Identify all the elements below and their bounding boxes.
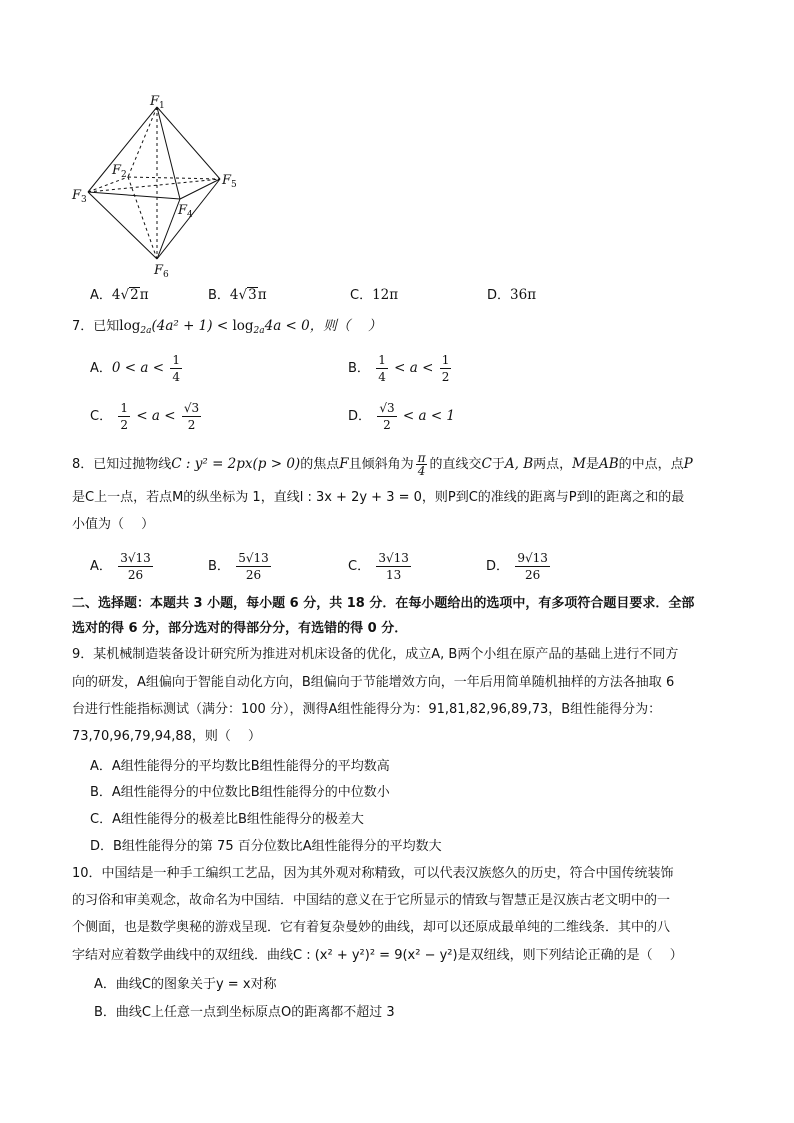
label-f1: $F_1$ xyxy=(150,94,165,111)
q8-option-b: B． $\frac{5√13}{26}$ xyxy=(208,551,269,582)
edge-f3-f5 xyxy=(88,179,220,192)
q6-option-b: B．4√3π xyxy=(208,287,267,303)
q10-option-a: A．曲线C的图象关于y = x对称 xyxy=(94,977,277,992)
q10-line-2: 的习俗和审美观念，故命名为中国结．中国结的意义在于它所显示的情致与智慧正是汉族古老文明中的一 xyxy=(72,893,671,908)
q9-line-4: 73,70,96,79,94,88，则（ ） xyxy=(72,729,262,744)
q8-line-2: 是C上一点，若点M的纵坐标为 1，直线l : 3x + 2y + 3 = 0，则P到C的准线的距离与P到l的距离之和的最 xyxy=(72,490,685,505)
q8-line-1: 8．已知过抛物线C : y² = 2px(p > 0)的焦点F且倾斜角为 $\frac{\pi}{4}$ 的直线交C于A, B两点，M是AB的中点，点P xyxy=(72,451,693,478)
q10-line-1: 10．中国结是一种手工编织工艺品，因为其外观对称精致，可以代表汉族悠久的历史，符合中国传统装饰 xyxy=(72,866,674,881)
section-2-heading-line-2: 选对的得 6 分，部分选对的得部分分，有选错的得 0 分． xyxy=(72,621,408,636)
q6-option-a: A．4√2π xyxy=(90,287,149,303)
q7-option-d: D． $\frac{√3}{2}$ < a < 1 xyxy=(348,401,456,432)
q10-line-4: 字结对应着数学曲线中的双纽线．曲线C : (x² + y²)² = 9(x² − y²)是双纽线，则下列结论正确的是（ ） xyxy=(72,948,683,963)
edge-f2-f6 xyxy=(128,177,157,259)
label-f6: $F_6$ xyxy=(154,263,169,277)
q7-option-c: C． $\frac{1}{2}$ < a < $\frac{√3}{2}$ xyxy=(90,401,200,432)
label-f2: $F_2$ xyxy=(112,163,127,180)
q9-option-b: B．A组性能得分的中位数比B组性能得分的中位数小 xyxy=(90,785,390,800)
edge-f1-f2 xyxy=(128,107,157,177)
q9-line-1: 9．某机械制造装备设计研究所为推进对机床设备的优化，成立A, B两个小组在原产品的基础上进行不同方 xyxy=(72,647,679,662)
q10-line-3: 个侧面，也是数学奥秘的游戏呈现．它有着复杂曼妙的曲线，却可以还原成最单纯的二维线条．其中的八 xyxy=(72,920,671,935)
edge-f4-f6 xyxy=(157,199,180,259)
q9-option-a: A．A组性能得分的平均数比B组性能得分的平均数高 xyxy=(90,759,390,774)
q8-option-c: C． $\frac{3√13}{13}$ xyxy=(348,551,409,582)
section-2-heading-line-1: 二、选择题：本题共 3 小题，每小题 6 分，共 18 分．在每小题给出的选项中，有多项符合题目要求．全部 xyxy=(72,596,695,611)
edge-f3-f6 xyxy=(88,192,157,259)
q9-option-d: D．B组性能得分的第 75 百分位数比A组性能得分的平均数大 xyxy=(90,839,442,854)
q9-option-c: C．A组性能得分的极差比B组性能得分的极差大 xyxy=(90,812,364,827)
q6-option-d: D．36π xyxy=(487,287,537,303)
octahedron-figure xyxy=(70,92,250,277)
q7-option-a: A．0 < a < $\frac{1}{4}$ xyxy=(90,353,180,384)
q8-option-a: A． $\frac{3√13}{26}$ xyxy=(90,551,151,582)
label-f5: $F_5$ xyxy=(222,173,237,190)
q7-stem: 7．已知$\log_{2a}(4a^2 + 1) < \log_{2a}4a < 0$，则（ ） xyxy=(72,318,382,336)
q7-option-b: B． $\frac{1}{4}$ < a < $\frac{1}{2}$ xyxy=(348,353,450,384)
label-f3: $F_3$ xyxy=(72,188,87,205)
q9-line-3: 台进行性能指标测试（满分：100 分），测得A组性能得分为：91,81,82,96,89,73，B组性能得分为： xyxy=(72,702,662,717)
q6-option-c: C．12π xyxy=(350,287,399,303)
q8-line-3: 小值为（ ） xyxy=(72,517,155,532)
q9-line-2: 向的研发，A组偏向于智能自动化方向，B组偏向于节能增效方向，一年后用简单随机抽样的方法各抽取 6 xyxy=(72,675,675,690)
q8-option-d: D． $\frac{9√13}{26}$ xyxy=(486,551,548,582)
q10-option-b: B．曲线C上任意一点到坐标原点O的距离都不超过 3 xyxy=(94,1005,395,1020)
edge-f3-f4 xyxy=(88,192,180,199)
edge-f2-f5 xyxy=(128,177,220,179)
label-f4: $F_4$ xyxy=(178,203,193,220)
